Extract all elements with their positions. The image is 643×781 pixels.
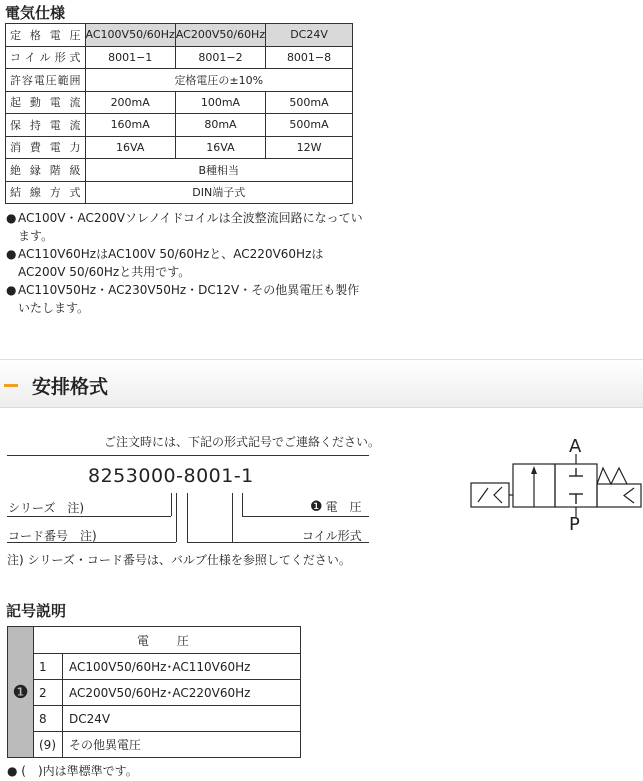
order-instruction: ご注文時には、下記の形式記号でご連絡ください。	[104, 435, 381, 449]
voltage-underline	[242, 516, 369, 517]
valve-symbol	[466, 432, 642, 536]
voltage-marker: ❶	[310, 498, 323, 515]
legend-value: AC100V50/60Hz･AC110V60Hz	[63, 654, 301, 680]
voltage-indicator	[310, 498, 362, 515]
spec-cell: 80mA	[175, 114, 265, 137]
legend-title: 記号説明	[6, 602, 67, 620]
legend-header: 電 圧	[34, 627, 301, 654]
model-code: 8253000-8001-1	[88, 465, 254, 487]
spec-label: 絶縁階級	[6, 159, 86, 182]
bullet: ●	[6, 283, 17, 297]
spec-cell: 160mA	[85, 114, 175, 137]
spec-cell: 100mA	[175, 91, 265, 114]
spec-label: 許容電圧範囲	[6, 69, 86, 92]
col-ac100: AC100V50/60Hz	[85, 24, 175, 47]
table-row	[6, 24, 353, 47]
voltage-bracket	[242, 493, 243, 516]
list-item	[6, 281, 366, 317]
series-underline	[7, 516, 171, 517]
spec-cell: 500mA	[266, 91, 353, 114]
col-ac200: AC200V50/60Hz	[175, 24, 265, 47]
legend-value: その他異電圧	[63, 732, 301, 758]
spec-cell: 200mA	[85, 91, 175, 114]
table-row	[8, 732, 301, 758]
table-row	[6, 46, 353, 69]
table-row	[8, 680, 301, 706]
list-item	[6, 209, 366, 245]
table-row	[6, 114, 353, 137]
spec-cell: 16VA	[85, 136, 175, 159]
legend-code: 2	[34, 680, 63, 706]
solenoid-slash	[478, 488, 488, 502]
legend-code: 1	[34, 654, 63, 680]
table-row	[6, 136, 353, 159]
code-bracket-right-start	[187, 493, 188, 542]
spec-label: 結線方式	[6, 181, 86, 204]
spring-box	[597, 484, 641, 507]
divider	[7, 455, 369, 456]
table-row	[6, 181, 353, 204]
table-row	[8, 627, 301, 654]
spec-cell: 8001−2	[175, 46, 265, 69]
note-text: AC110V60HzはAC100V 50/60Hzと、AC220V60HzはAC200V 50/60Hzと共用です。	[18, 247, 324, 279]
spec-notes	[6, 209, 366, 317]
order-footnote: 注) シリーズ・コード番号は、バルブ仕様を参照してください。	[7, 553, 351, 567]
port-p-label: P	[569, 514, 580, 535]
spec-cell: 16VA	[175, 136, 265, 159]
solenoid-box	[471, 483, 509, 507]
legend-note: ● ( )内は準標準です。	[7, 764, 138, 778]
section-banner	[0, 359, 643, 408]
spec-label-rated-voltage: 定格電圧	[6, 24, 86, 47]
table-row	[6, 159, 353, 182]
spec-cell: 12W	[266, 136, 353, 159]
series-bracket	[171, 493, 172, 516]
legend-table	[7, 626, 301, 758]
spec-label: 起動電流	[6, 91, 86, 114]
note-text: AC110V50Hz・AC230V50Hz・DC12V・その他異電圧も製作いたします。	[18, 283, 360, 315]
port-a-label: A	[569, 436, 582, 457]
spec-title: 電気仕様	[5, 4, 66, 22]
table-row	[6, 91, 353, 114]
spec-cell: 8001−8	[266, 46, 353, 69]
voltage-label: 電 圧	[325, 500, 362, 514]
code-label: コード番号 注)	[8, 529, 97, 543]
solenoid-chevron	[494, 487, 502, 503]
col-dc24: DC24V	[266, 24, 353, 47]
legend-code: (9)	[34, 732, 63, 758]
voltage-marker: ❶	[8, 627, 34, 758]
spec-label: 消費電力	[6, 136, 86, 159]
spec-cell: B種相当	[85, 159, 352, 182]
series-label: シリーズ 注)	[8, 501, 85, 515]
flow-arrow	[531, 466, 537, 474]
list-item	[6, 245, 366, 281]
code-bracket-right-end	[232, 493, 233, 542]
spring	[597, 468, 627, 484]
spec-cell: 8001−1	[85, 46, 175, 69]
table-row	[8, 706, 301, 732]
legend-value: DC24V	[63, 706, 301, 732]
spec-cell: 定格電圧の±10%	[85, 69, 352, 92]
table-row	[8, 654, 301, 680]
spec-cell: DIN端子式	[85, 181, 352, 204]
spec-cell: 500mA	[266, 114, 353, 137]
table-row	[6, 69, 353, 92]
note-text: AC100V・AC200Vソレノイドコイルは全波整流回路になっています。	[18, 211, 363, 243]
bullet: ●	[6, 247, 17, 261]
code-bracket-left	[176, 493, 177, 542]
spec-label: コイル形式	[6, 46, 86, 69]
bullet: ●	[6, 211, 17, 225]
coil-label: コイル形式	[302, 529, 362, 543]
legend-value: AC200V50/60Hz･AC220V60Hz	[63, 680, 301, 706]
spec-label: 保持電流	[6, 114, 86, 137]
spec-table	[5, 23, 353, 204]
spring-chevron	[624, 488, 634, 503]
accent-bar	[4, 384, 18, 387]
legend-code: 8	[34, 706, 63, 732]
banner-title: 安排格式	[32, 376, 109, 398]
